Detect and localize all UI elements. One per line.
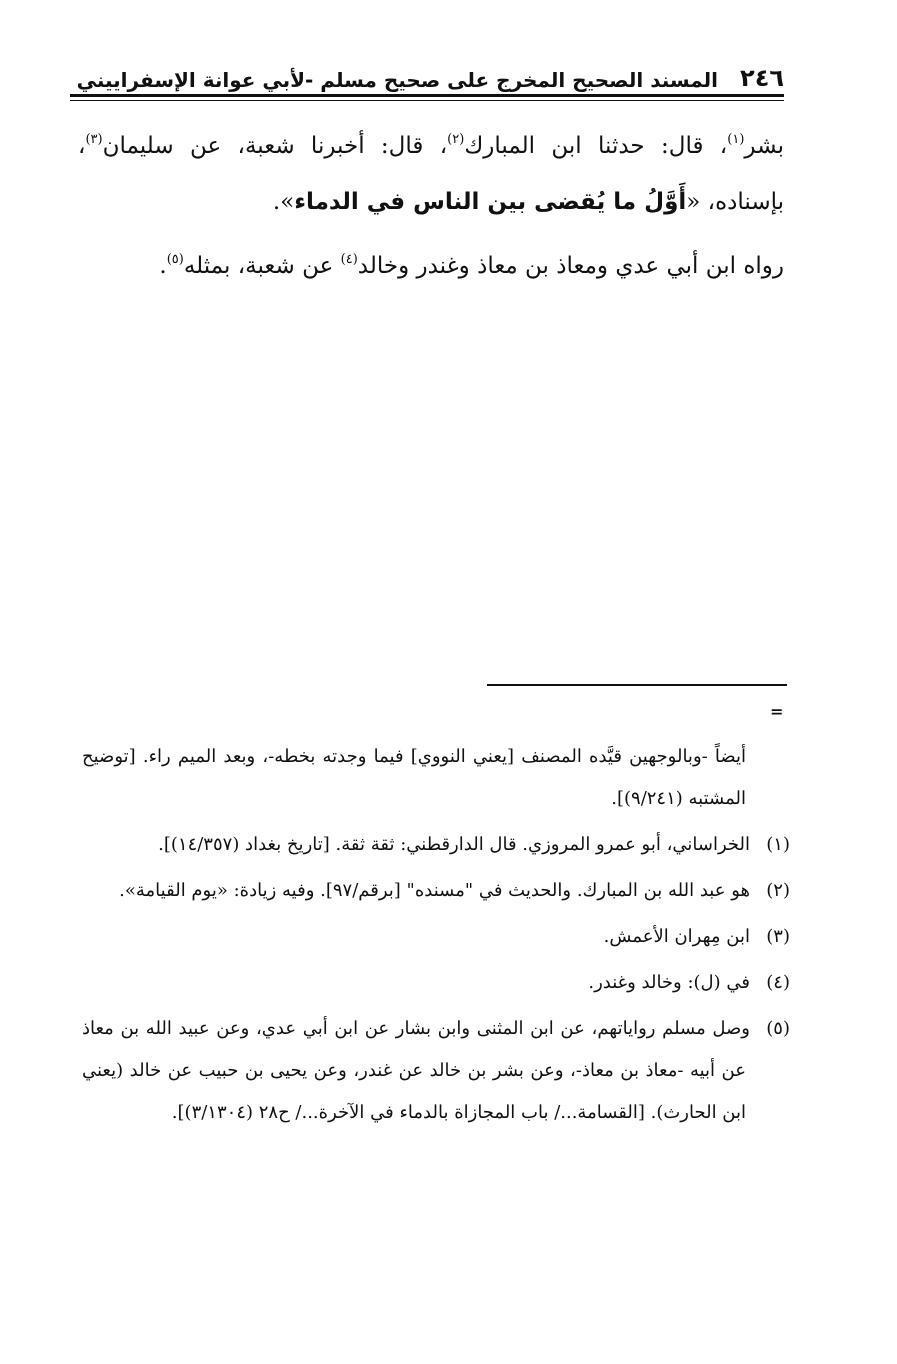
footnote-ref-2: (٢) xyxy=(447,132,465,147)
paragraph-2 xyxy=(78,238,784,294)
page-header xyxy=(70,58,784,92)
footnote-continuation: أيضاً -وبالوجهين قيَّده المصنف [يعني النووي] فيما وجدته بخطه-، وبعد الميم راء. [توضيح المشتبه (٩/٢٤١)]. xyxy=(82,746,746,809)
footnote-3 xyxy=(82,916,790,958)
main-text xyxy=(78,118,784,294)
running-title: المسند الصحيح المخرج على صحيح مسلم -لأبي عوانة الإسفراييني xyxy=(76,68,719,92)
footnote-5 xyxy=(82,1008,790,1134)
footnote-number: (٤) xyxy=(766,972,790,993)
footnote-separator xyxy=(487,684,787,686)
footnote-text: في (ل): وخالد وغندر. xyxy=(588,972,750,993)
footnote-number: (٣) xyxy=(766,926,790,947)
text-run: رواه ابن أبي عدي ومعاذ بن معاذ وغندر وخالد xyxy=(357,253,784,279)
header-rule-thick xyxy=(70,94,784,97)
text-run: ، قال: حدثنا ابن المبارك xyxy=(464,133,728,159)
footnote-text: هو عبد الله بن المبارك. والحديث في "مسنده" [برقم/٩٧]. وفيه زيادة: «يوم القيامة». xyxy=(119,880,750,901)
text-run: . xyxy=(159,253,167,279)
footnote-number: (٥) xyxy=(766,1018,790,1039)
footnote-4 xyxy=(82,962,790,1004)
hadith-text: أَوَّلُ ما يُقضى بين الناس في الدماء xyxy=(294,189,687,215)
footnote-text: ابن مِهران الأعمش. xyxy=(603,926,750,947)
footnote-text: الخراساني، أبو عمرو المروزي. قال الدارقطني: ثقة ثقة. [تاريخ بغداد (١٤/٣٥٧)]. xyxy=(158,834,750,855)
text-run: بشر xyxy=(744,133,785,159)
footnote-number: (١) xyxy=(766,834,790,855)
text-run: ، بإسناده، « xyxy=(78,133,784,215)
footnote-ref-4: (٤) xyxy=(340,252,358,267)
header-rule-thin xyxy=(70,100,784,101)
text-run: ، قال: أخبرنا شعبة، عن سليمان xyxy=(102,133,448,159)
footnote-number: (٢) xyxy=(766,880,790,901)
page-number: ٢٤٦ xyxy=(740,64,784,92)
footnote-2 xyxy=(82,870,790,912)
footnotes xyxy=(82,736,790,1134)
footnote-continuation-mark: = xyxy=(770,702,784,721)
footnote-ref-5: (٥) xyxy=(166,252,184,267)
text-run: ». xyxy=(272,189,295,215)
text-run: عن شعبة، بمثله xyxy=(183,253,341,279)
footnote-text: وصل مسلم رواياتهم، عن ابن المثنى وابن بشار عن ابن أبي عدي، وعن عبيد الله بن معاذ عن أبيه -معاذ بن معاذ-، وعن بشر بن خالد عن غندر، وعن يحيى بن حبيب عن خالد (يعني ابن الحارث). [القسامة.../ باب المجازاة بالدماء في الآخرة.../ ح٢٨ (٣/١٣٠٤)]. xyxy=(82,1018,750,1123)
footnote-ref-1: (١) xyxy=(727,132,745,147)
footnote-1 xyxy=(82,824,790,866)
footnote-ref-3: (٣) xyxy=(85,132,103,147)
paragraph-1 xyxy=(78,118,784,230)
